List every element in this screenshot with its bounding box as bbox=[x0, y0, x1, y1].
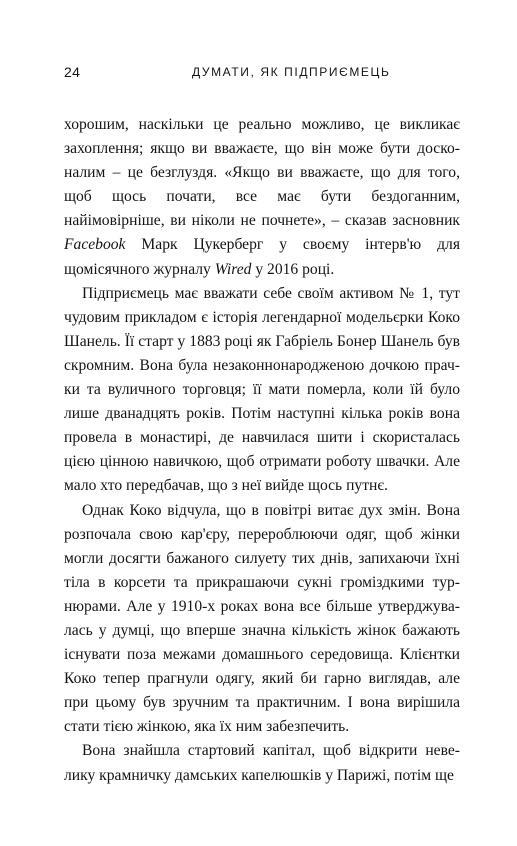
running-title: ДУМАТИ, ЯК ПІДПРИЄМЕЦЬ bbox=[192, 65, 391, 79]
page-number: 24 bbox=[64, 64, 81, 80]
paragraph: Однак Коко відчула, що в повітрі витає дух змін. Вона розпочала свою кар'єру, перероблюючи одяг, щоб жінки могли досягти бажаного силуету тих днів, запихаючи їхні тіла в корсети та прикрашаючи сукні громіздкими турнюрами. Але у 1910-х роках вона все більше утверджувалась у думці, що вперше значна кількість жінок бажають існувати поза межами домашнього середовища. Клієнтки Коко тепер прагнули одягу, який би гарно виглядав, але при цьому був зручним та практичним. І вона вирішила стати тією жінкою, яка їх ним забезпечить. bbox=[64, 501, 460, 736]
wired-mention: Wired bbox=[214, 260, 252, 278]
paragraph: Вона знайшла стартовий капітал, щоб відкрити невелику крамничку дамських капелюшків у Парижі, потім ще bbox=[64, 742, 460, 784]
paragraph-text: Марк Цукерберг у своєму інтерв'ю для щомісячного журналу bbox=[64, 236, 460, 278]
running-header bbox=[58, 64, 459, 84]
paragraph: Підприємець має вважати себе своїм активом № 1, тут чудовим прикладом є історія легендарної модельєрки Коко Шанель. Її старт у 1883 році як Габріель Бонер Шанель був скромним. Вона була незаконнонародженою дочкою прачки та вуличного торговця; її мати померла, коли їй було лише дванадцять років. Потім наступні кілька років вона провела в монастирі, де навчилася шити і скористалась цією цінною навичкою, щоб отримати роботу швачки. Але мало хто передбачав, що з неї вийде щось путнє. bbox=[64, 284, 460, 495]
paragraph-text: у 2016 році. bbox=[251, 260, 335, 278]
facebook-mention: Facebook bbox=[64, 236, 126, 254]
paragraph-continued bbox=[64, 113, 460, 282]
body-text bbox=[64, 113, 460, 788]
paragraph-text: хорошим, наскільки це реально можливо, це викликає захоплення; якщо ви вважаєте, що він може бути досконалим – це безглуздя. «Якщо ви вважаєте, що для того, щоб щось почати, все має бути бездоганним, найімовірніше, ви ніколи не почнете», – сказав засновник bbox=[64, 116, 460, 230]
